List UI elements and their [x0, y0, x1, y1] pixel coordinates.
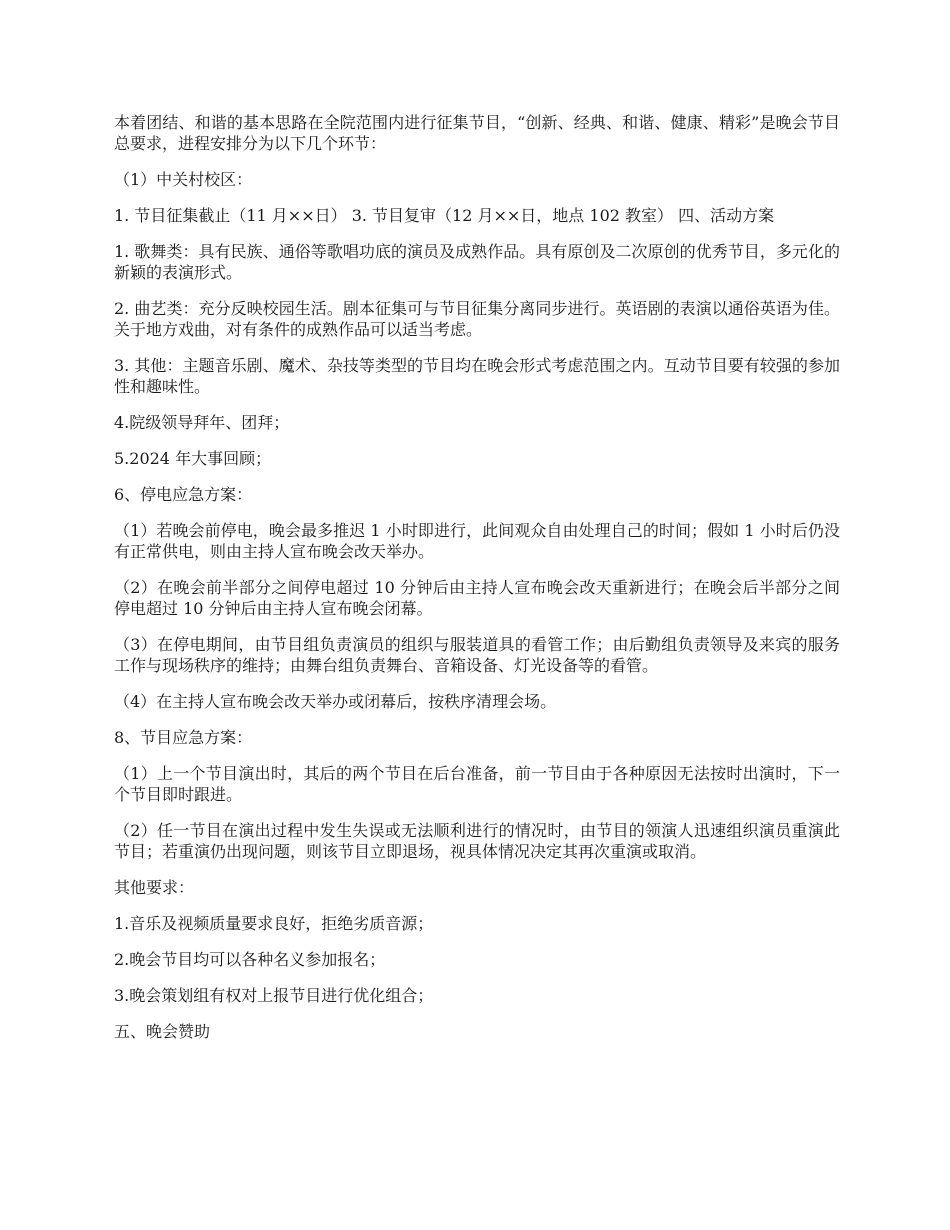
schedule-line: 1. 节目征集截止（11 月××日） 3. 节目复审（12 月××日，地点 102 教室） 四、活动方案 [114, 206, 775, 225]
song-dance-paragraph: 1. 歌舞类：具有民族、通俗等歌唱功底的演员及成熟作品。具有原创及二次原创的优秀节目，多元化的新颖的表演形式。 [114, 242, 840, 282]
intro-paragraph: 本着团结、和谐的基本思路在全院范围内进行征集节目，“创新、经典、和谐、健康、精彩”是晚会节目总要求，进程安排分为以下几个环节： [114, 113, 840, 153]
other-requirements-heading: 其他要求： [114, 878, 195, 897]
document-body [114, 112, 840, 1057]
other-programs-paragraph: 3. 其他：主题音乐剧、魔术、杂技等类型的节目均在晚会形式考虑范围之内。互动节目要有较强的参加性和趣味性。 [114, 356, 840, 396]
leaders-greeting-item: 4.院级领导拜年、团拜； [114, 413, 290, 432]
outage-cleanup-paragraph: （4）在主持人宣布晚会改天举办或闭幕后，按秩序清理会场。 [114, 692, 557, 711]
requirement-item-optimize: 3.晚会策划组有权对上报节目进行优化组合； [114, 986, 434, 1005]
power-outage-heading: 6、停电应急方案： [114, 485, 253, 504]
sponsorship-heading: 五、晚会赞助 [114, 1022, 211, 1041]
program-emergency-heading: 8、节目应急方案： [114, 728, 253, 747]
requirement-item-audio: 1.音乐及视频质量要求良好，拒绝劣质音源； [114, 914, 434, 933]
outage-during-paragraph: （2）在晚会前半部分之间停电超过 10 分钟后由主持人宣布晚会改天重新进行；在晚会后半部分之间停电超过 10 分钟后由主持人宣布晚会闭幕。 [114, 578, 840, 618]
outage-before-paragraph: （1）若晚会前停电，晚会最多推迟 1 小时即进行，此间观众自由处理自己的时间；假如 1 小时后仍没有正常供电，则由主持人宣布晚会改天举办。 [114, 521, 840, 561]
program-retry-paragraph: （2）任一节目在演出过程中发生失误或无法顺利进行的情况时，由节目的领演人迅速组织演员重演此节目；若重演仍出现问题，则该节目立即退场，视具体情况决定其再次重演或取消。 [114, 821, 840, 861]
year-review-item: 5.2024 年大事回顾； [114, 449, 272, 468]
campus-heading: （1）中关村校区： [114, 170, 253, 189]
folk-art-paragraph: 2. 曲艺类：充分反映校园生活。剧本征集可与节目征集分离同步进行。英语剧的表演以通俗英语为佳。关于地方戏曲，对有条件的成熟作品可以适当考虑。 [114, 299, 840, 339]
program-followup-paragraph: （1）上一个节目演出时，其后的两个节目在后台准备，前一节目由于各种原因无法按时出演时，下一个节目即时跟进。 [114, 764, 840, 804]
outage-duties-paragraph: （3）在停电期间，由节目组负责演员的组织与服装道具的看管工作；由后勤组负责领导及来宾的服务工作与现场秩序的维持；由舞台组负责舞台、音箱设备、灯光设备等的看管。 [114, 635, 840, 675]
requirement-item-signup: 2.晚会节目均可以各种名义参加报名； [114, 950, 386, 969]
